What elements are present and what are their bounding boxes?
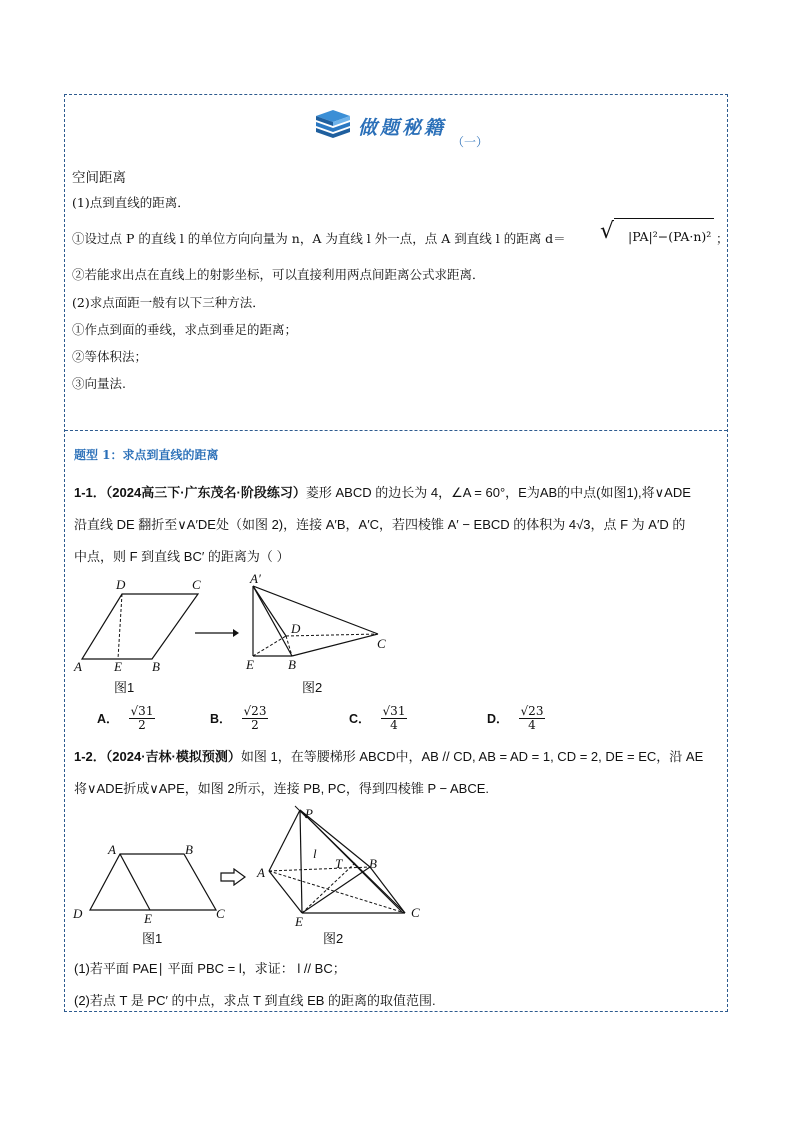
option-a-fraction bbox=[129, 705, 156, 731]
option-b-den: 2 bbox=[251, 717, 259, 732]
stacked-books-icon bbox=[313, 108, 353, 140]
q2-line1 bbox=[74, 746, 703, 765]
option-c[interactable] bbox=[349, 705, 407, 731]
q2-number: 1-2． bbox=[74, 749, 106, 764]
section-divider bbox=[65, 430, 727, 431]
fig3-label-a: A bbox=[108, 842, 116, 857]
q2-fig1-caption: 图1 bbox=[142, 931, 163, 946]
fig2-label-e: E bbox=[246, 657, 254, 672]
fig4-label-l: l bbox=[313, 846, 317, 861]
q1-fig1-caption: 图1 bbox=[114, 680, 135, 695]
option-d-fraction bbox=[519, 705, 546, 731]
right-arrow-icon bbox=[193, 626, 239, 640]
option-a-den: 2 bbox=[138, 717, 146, 732]
fig1-label-c: C bbox=[192, 577, 201, 592]
option-b[interactable] bbox=[210, 705, 268, 731]
fig1-label-e: E bbox=[114, 659, 122, 674]
point1-heading: (1)点到直线的距离． bbox=[72, 195, 190, 210]
q1-line2: 沿直线 DE 翻折至∨A′DE处（如图 2)，连接 A′B，A′C，若四棱锥 A′ − EBCD 的体积为 4√3，点 F 为 A′D 的 bbox=[74, 517, 686, 532]
option-d-den: 4 bbox=[528, 717, 536, 732]
q2-part1: (1)若平面 PAE∣ 平面 PBC = l，求证： l // BC； bbox=[74, 961, 346, 976]
fig2-label-a-prime: A′ bbox=[250, 571, 261, 586]
formula-tail: ； bbox=[716, 231, 729, 246]
fig4-label-p: P bbox=[305, 806, 313, 821]
option-c-letter: C． bbox=[349, 712, 371, 727]
method-2: ②等体积法； bbox=[72, 349, 148, 364]
option-a-letter: A． bbox=[97, 712, 119, 727]
fig3-label-d: D bbox=[73, 906, 83, 921]
page-subtitle: （一） bbox=[452, 135, 489, 149]
q1-line3: 中点，则 F 到直线 BC′ 的距离为（ ） bbox=[74, 549, 290, 564]
q1-fig2-caption: 图2 bbox=[302, 680, 323, 695]
q2-line2: 将∨ADE折成∨APE，如图 2所示，连接 PB, PC，得到四棱锥 P − ABCE. bbox=[74, 781, 490, 796]
point2-heading: (2)求点面距一般有以下三种方法． bbox=[72, 295, 265, 310]
option-c-num: √31 bbox=[382, 704, 406, 718]
q2-fig2-caption: 图2 bbox=[323, 931, 344, 946]
q2-line1-text: 如图 1，在等腰梯形 ABCD中，AB // CD, AB = AD = 1, CD = 2, DE = EC，沿 AE bbox=[240, 749, 704, 764]
fig3-label-c: C bbox=[216, 906, 225, 921]
option-d-num: √23 bbox=[520, 704, 544, 718]
page-title: 做题秘籍 bbox=[358, 117, 447, 139]
q1-figure2 bbox=[240, 570, 400, 675]
option-b-fraction bbox=[242, 705, 269, 731]
fig1-label-b: B bbox=[152, 659, 160, 674]
fig4-label-a: A bbox=[257, 865, 265, 880]
section-title: 空间距离 bbox=[72, 170, 126, 185]
topic-label: 题型 1：求点到直线的距离 bbox=[74, 448, 219, 462]
q1-source: （2024高三下·广东茂名·阶段练习） bbox=[105, 485, 306, 500]
q2-figure1 bbox=[68, 840, 238, 925]
fig4-label-t: T bbox=[335, 856, 343, 871]
point1-b: ②若能求出点在直线上的射影坐标，可以直接利用两点间距离公式求距离． bbox=[72, 267, 485, 282]
fig4-label-c: C bbox=[411, 905, 420, 920]
option-c-den: 4 bbox=[390, 717, 398, 732]
fig1-label-a: A bbox=[74, 659, 82, 674]
sqrt-sign: √ bbox=[600, 219, 615, 244]
method-3: ③向量法. bbox=[72, 376, 126, 391]
option-b-letter: B． bbox=[210, 712, 232, 727]
sqrt-bar bbox=[614, 218, 714, 219]
fig1-label-d: D bbox=[116, 577, 126, 592]
q2-part2: (2)若点 T 是 PC′ 的中点，求点 T 到直线 EB 的距离的取值范围. bbox=[74, 993, 436, 1008]
fig3-label-b: B bbox=[185, 842, 193, 857]
fig2-label-d: D bbox=[291, 621, 301, 636]
fig4-label-e: E bbox=[295, 914, 303, 929]
fig2-label-b: B bbox=[288, 657, 296, 672]
fig2-label-c: C bbox=[377, 636, 386, 651]
q1-line1-text: 菱形 ABCD 的边长为 4，∠A = 60°，E为AB的中点(如图1),将∨ADE bbox=[305, 485, 691, 500]
q1-line1 bbox=[74, 482, 691, 501]
q2-source: （2024·吉林·模拟预测） bbox=[105, 749, 241, 764]
option-c-fraction bbox=[381, 705, 408, 731]
point1-text-main: ①设过点 P 的直线 l 的单位方向向量为 n，A 为直线 l 外一点，点 A 到直线 l 的距离 d＝ bbox=[72, 231, 566, 246]
option-d[interactable] bbox=[487, 705, 545, 731]
fig3-label-e: E bbox=[144, 911, 152, 925]
point1-text bbox=[72, 229, 566, 247]
q2-figure2 bbox=[255, 805, 435, 930]
option-a[interactable] bbox=[97, 705, 155, 731]
q1-figure1 bbox=[70, 575, 210, 675]
fig4-label-b: B bbox=[369, 856, 377, 871]
distance-formula: |PA|²−(PA·n)² bbox=[628, 229, 712, 244]
option-a-num: √31 bbox=[130, 704, 154, 718]
q1-number: 1-1． bbox=[74, 485, 106, 500]
option-b-num: √23 bbox=[243, 704, 267, 718]
hollow-arrow-icon bbox=[220, 868, 246, 886]
method-1: ①作点到面的垂线，求点到垂足的距离； bbox=[72, 322, 298, 337]
option-d-letter: D． bbox=[487, 712, 509, 727]
